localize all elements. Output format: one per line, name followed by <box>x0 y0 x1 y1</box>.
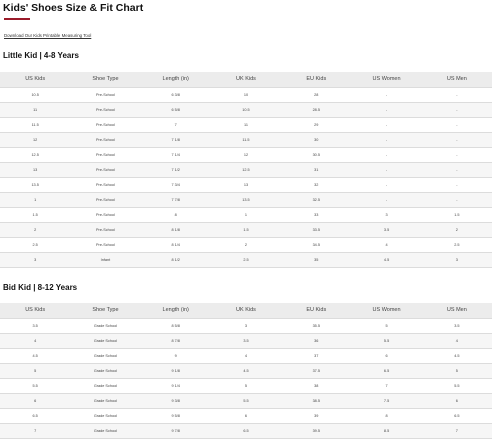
us-women-cell: 5.5 <box>351 333 421 348</box>
eu-kids-cell: 38.5 <box>281 393 351 408</box>
shoe-type-cell: Pre-School <box>70 117 140 132</box>
us-women-cell: 3.5 <box>351 222 421 237</box>
us-men-cell: 4.5 <box>422 348 492 363</box>
eu-kids-cell: 33 <box>281 207 351 222</box>
us-men-cell: 3.5 <box>422 318 492 333</box>
us-men-cell: 6 <box>422 393 492 408</box>
table-row <box>0 363 492 378</box>
header-uk-kids: UK Kids <box>211 303 281 318</box>
uk-kids-cell: 13 <box>211 177 281 192</box>
eu-kids-cell: 29 <box>281 117 351 132</box>
length-cell: 7 1/8 <box>141 132 211 147</box>
us-women-cell: 4.5 <box>351 252 421 267</box>
table-row <box>0 132 492 147</box>
uk-kids-cell: 5 <box>211 378 281 393</box>
header-us-men: US Men <box>422 72 492 87</box>
length-cell: 9 3/8 <box>141 393 211 408</box>
us-women-cell: 7 <box>351 378 421 393</box>
eu-kids-cell: 30 <box>281 132 351 147</box>
shoe-type-cell: Pre-School <box>70 237 140 252</box>
eu-kids-cell: 39 <box>281 408 351 423</box>
shoe-type-cell: Pre-School <box>70 192 140 207</box>
us-women-cell: 8.5 <box>351 423 421 438</box>
header-us-men: US Men <box>422 303 492 318</box>
us-kids-cell: 2.5 <box>0 237 70 252</box>
big-kid-size-table <box>0 303 492 439</box>
eu-kids-cell: 28.5 <box>281 102 351 117</box>
length-cell: 8 1/8 <box>141 222 211 237</box>
length-cell: 9 7/8 <box>141 423 211 438</box>
length-cell: 6 5/8 <box>141 102 211 117</box>
header-uk-kids: UK Kids <box>211 72 281 87</box>
uk-kids-cell: 1 <box>211 207 281 222</box>
eu-kids-cell: 37.5 <box>281 363 351 378</box>
table-row <box>0 102 492 117</box>
page-title: Kids' Shoes Size & Fit Chart <box>3 2 144 14</box>
table-row <box>0 393 492 408</box>
us-women-cell: - <box>351 102 421 117</box>
table-row <box>0 177 492 192</box>
uk-kids-cell: 6 <box>211 408 281 423</box>
us-men-cell: - <box>422 117 492 132</box>
us-women-cell: 5 <box>351 318 421 333</box>
length-cell: 8 5/8 <box>141 318 211 333</box>
uk-kids-cell: 10 <box>211 87 281 102</box>
length-cell: 9 1/8 <box>141 363 211 378</box>
us-kids-cell: 6.5 <box>0 408 70 423</box>
us-kids-cell: 6 <box>0 393 70 408</box>
header-us-women: US Women <box>351 303 421 318</box>
table-row <box>0 237 492 252</box>
us-kids-cell: 5.5 <box>0 378 70 393</box>
shoe-type-cell: Grade School <box>70 393 140 408</box>
uk-kids-cell: 2.5 <box>211 252 281 267</box>
us-men-cell: 5 <box>422 363 492 378</box>
length-cell: 7 1/2 <box>141 162 211 177</box>
us-kids-cell: 5 <box>0 363 70 378</box>
uk-kids-cell: 4 <box>211 348 281 363</box>
eu-kids-cell: 35.5 <box>281 318 351 333</box>
shoe-type-cell: Pre-School <box>70 147 140 162</box>
us-men-cell: 2 <box>422 222 492 237</box>
us-women-cell: - <box>351 117 421 132</box>
table-row <box>0 378 492 393</box>
shoe-type-cell: Pre-School <box>70 102 140 117</box>
us-women-cell: 8 <box>351 408 421 423</box>
us-women-cell: - <box>351 147 421 162</box>
header-length: Length (in) <box>141 303 211 318</box>
us-women-cell: - <box>351 192 421 207</box>
shoe-type-cell: Pre-School <box>70 207 140 222</box>
header-eu-kids: EU Kids <box>281 303 351 318</box>
us-men-cell: 2.5 <box>422 237 492 252</box>
length-cell: 8 1/2 <box>141 252 211 267</box>
us-kids-cell: 13.5 <box>0 177 70 192</box>
little-kid-heading: Little Kid | 4-8 Years <box>3 51 79 60</box>
header-length: Length (in) <box>141 72 211 87</box>
us-women-cell: - <box>351 132 421 147</box>
table-row <box>0 117 492 132</box>
shoe-type-cell: Grade School <box>70 348 140 363</box>
uk-kids-cell: 13.5 <box>211 192 281 207</box>
shoe-type-cell: Infant <box>70 252 140 267</box>
measuring-tool-link[interactable]: Download Our Kids Printable Measuring Tool <box>4 33 92 38</box>
uk-kids-cell: 12 <box>211 147 281 162</box>
shoe-type-cell: Grade School <box>70 363 140 378</box>
uk-kids-cell: 12.5 <box>211 162 281 177</box>
header-shoe-type: Shoe Type <box>70 72 140 87</box>
us-women-cell: 6.5 <box>351 363 421 378</box>
us-men-cell: - <box>422 102 492 117</box>
shoe-type-cell: Grade School <box>70 423 140 438</box>
shoe-type-cell: Pre-School <box>70 132 140 147</box>
table-row <box>0 333 492 348</box>
length-cell: 9 5/8 <box>141 408 211 423</box>
uk-kids-cell: 3 <box>211 318 281 333</box>
eu-kids-cell: 39.5 <box>281 423 351 438</box>
us-kids-cell: 3 <box>0 252 70 267</box>
uk-kids-cell: 10.5 <box>211 102 281 117</box>
us-men-cell: - <box>422 87 492 102</box>
table-row <box>0 423 492 438</box>
us-kids-cell: 12 <box>0 132 70 147</box>
us-kids-cell: 4 <box>0 333 70 348</box>
table-row <box>0 162 492 177</box>
header-eu-kids: EU Kids <box>281 72 351 87</box>
uk-kids-cell: 11.5 <box>211 132 281 147</box>
us-men-cell: 4 <box>422 333 492 348</box>
uk-kids-cell: 4.5 <box>211 363 281 378</box>
eu-kids-cell: 32 <box>281 177 351 192</box>
table-row <box>0 318 492 333</box>
length-cell: 7 7/8 <box>141 192 211 207</box>
uk-kids-cell: 5.5 <box>211 393 281 408</box>
eu-kids-cell: 38 <box>281 378 351 393</box>
shoe-type-cell: Pre-School <box>70 177 140 192</box>
us-women-cell: 3 <box>351 207 421 222</box>
us-kids-cell: 2 <box>0 222 70 237</box>
us-kids-cell: 10.5 <box>0 87 70 102</box>
us-kids-cell: 1 <box>0 192 70 207</box>
us-men-cell: - <box>422 147 492 162</box>
length-cell: 7 <box>141 117 211 132</box>
title-underline <box>4 18 30 20</box>
table-row <box>0 408 492 423</box>
us-women-cell: - <box>351 87 421 102</box>
header-shoe-type: Shoe Type <box>70 303 140 318</box>
us-men-cell: - <box>422 177 492 192</box>
length-cell: 8 7/8 <box>141 333 211 348</box>
shoe-type-cell: Grade School <box>70 333 140 348</box>
us-women-cell: 6 <box>351 348 421 363</box>
uk-kids-cell: 11 <box>211 117 281 132</box>
us-women-cell: - <box>351 162 421 177</box>
length-cell: 8 1/4 <box>141 237 211 252</box>
uk-kids-cell: 1.5 <box>211 222 281 237</box>
us-kids-cell: 13 <box>0 162 70 177</box>
uk-kids-cell: 6.5 <box>211 423 281 438</box>
length-cell: 9 <box>141 348 211 363</box>
shoe-type-cell: Pre-School <box>70 222 140 237</box>
length-cell: 6 3/8 <box>141 87 211 102</box>
us-kids-cell: 7 <box>0 423 70 438</box>
table-row <box>0 147 492 162</box>
table-row <box>0 207 492 222</box>
eu-kids-cell: 37 <box>281 348 351 363</box>
table-row <box>0 252 492 267</box>
us-kids-cell: 11.5 <box>0 117 70 132</box>
us-kids-cell: 12.5 <box>0 147 70 162</box>
us-men-cell: 5.5 <box>422 378 492 393</box>
uk-kids-cell: 3.5 <box>211 333 281 348</box>
length-cell: 9 1/4 <box>141 378 211 393</box>
shoe-type-cell: Pre-School <box>70 162 140 177</box>
header-us-women: US Women <box>351 72 421 87</box>
us-kids-cell: 11 <box>0 102 70 117</box>
us-men-cell: - <box>422 192 492 207</box>
us-women-cell: 4 <box>351 237 421 252</box>
big-kid-heading: Bid Kid | 8-12 Years <box>3 283 78 292</box>
table-header-row <box>0 72 492 87</box>
us-women-cell: - <box>351 177 421 192</box>
uk-kids-cell: 2 <box>211 237 281 252</box>
table-row <box>0 222 492 237</box>
us-men-cell: - <box>422 162 492 177</box>
length-cell: 7 1/4 <box>141 147 211 162</box>
shoe-type-cell: Grade School <box>70 408 140 423</box>
eu-kids-cell: 28 <box>281 87 351 102</box>
us-men-cell: 1.5 <box>422 207 492 222</box>
us-kids-cell: 4.5 <box>0 348 70 363</box>
us-women-cell: 7.5 <box>351 393 421 408</box>
shoe-type-cell: Grade School <box>70 378 140 393</box>
us-men-cell: 3 <box>422 252 492 267</box>
header-us-kids: US Kids <box>0 303 70 318</box>
us-kids-cell: 1.5 <box>0 207 70 222</box>
little-kid-size-table <box>0 72 492 268</box>
length-cell: 7 3/4 <box>141 177 211 192</box>
table-header-row <box>0 303 492 318</box>
us-men-cell: 6.5 <box>422 408 492 423</box>
table-row <box>0 348 492 363</box>
eu-kids-cell: 31 <box>281 162 351 177</box>
eu-kids-cell: 35 <box>281 252 351 267</box>
shoe-type-cell: Pre-School <box>70 87 140 102</box>
us-kids-cell: 3.5 <box>0 318 70 333</box>
table-row <box>0 87 492 102</box>
eu-kids-cell: 32.5 <box>281 192 351 207</box>
shoe-type-cell: Grade School <box>70 318 140 333</box>
header-us-kids: US Kids <box>0 72 70 87</box>
us-men-cell: - <box>422 132 492 147</box>
length-cell: 8 <box>141 207 211 222</box>
eu-kids-cell: 30.5 <box>281 147 351 162</box>
eu-kids-cell: 36 <box>281 333 351 348</box>
eu-kids-cell: 34.5 <box>281 237 351 252</box>
us-men-cell: 7 <box>422 423 492 438</box>
table-row <box>0 192 492 207</box>
eu-kids-cell: 33.5 <box>281 222 351 237</box>
